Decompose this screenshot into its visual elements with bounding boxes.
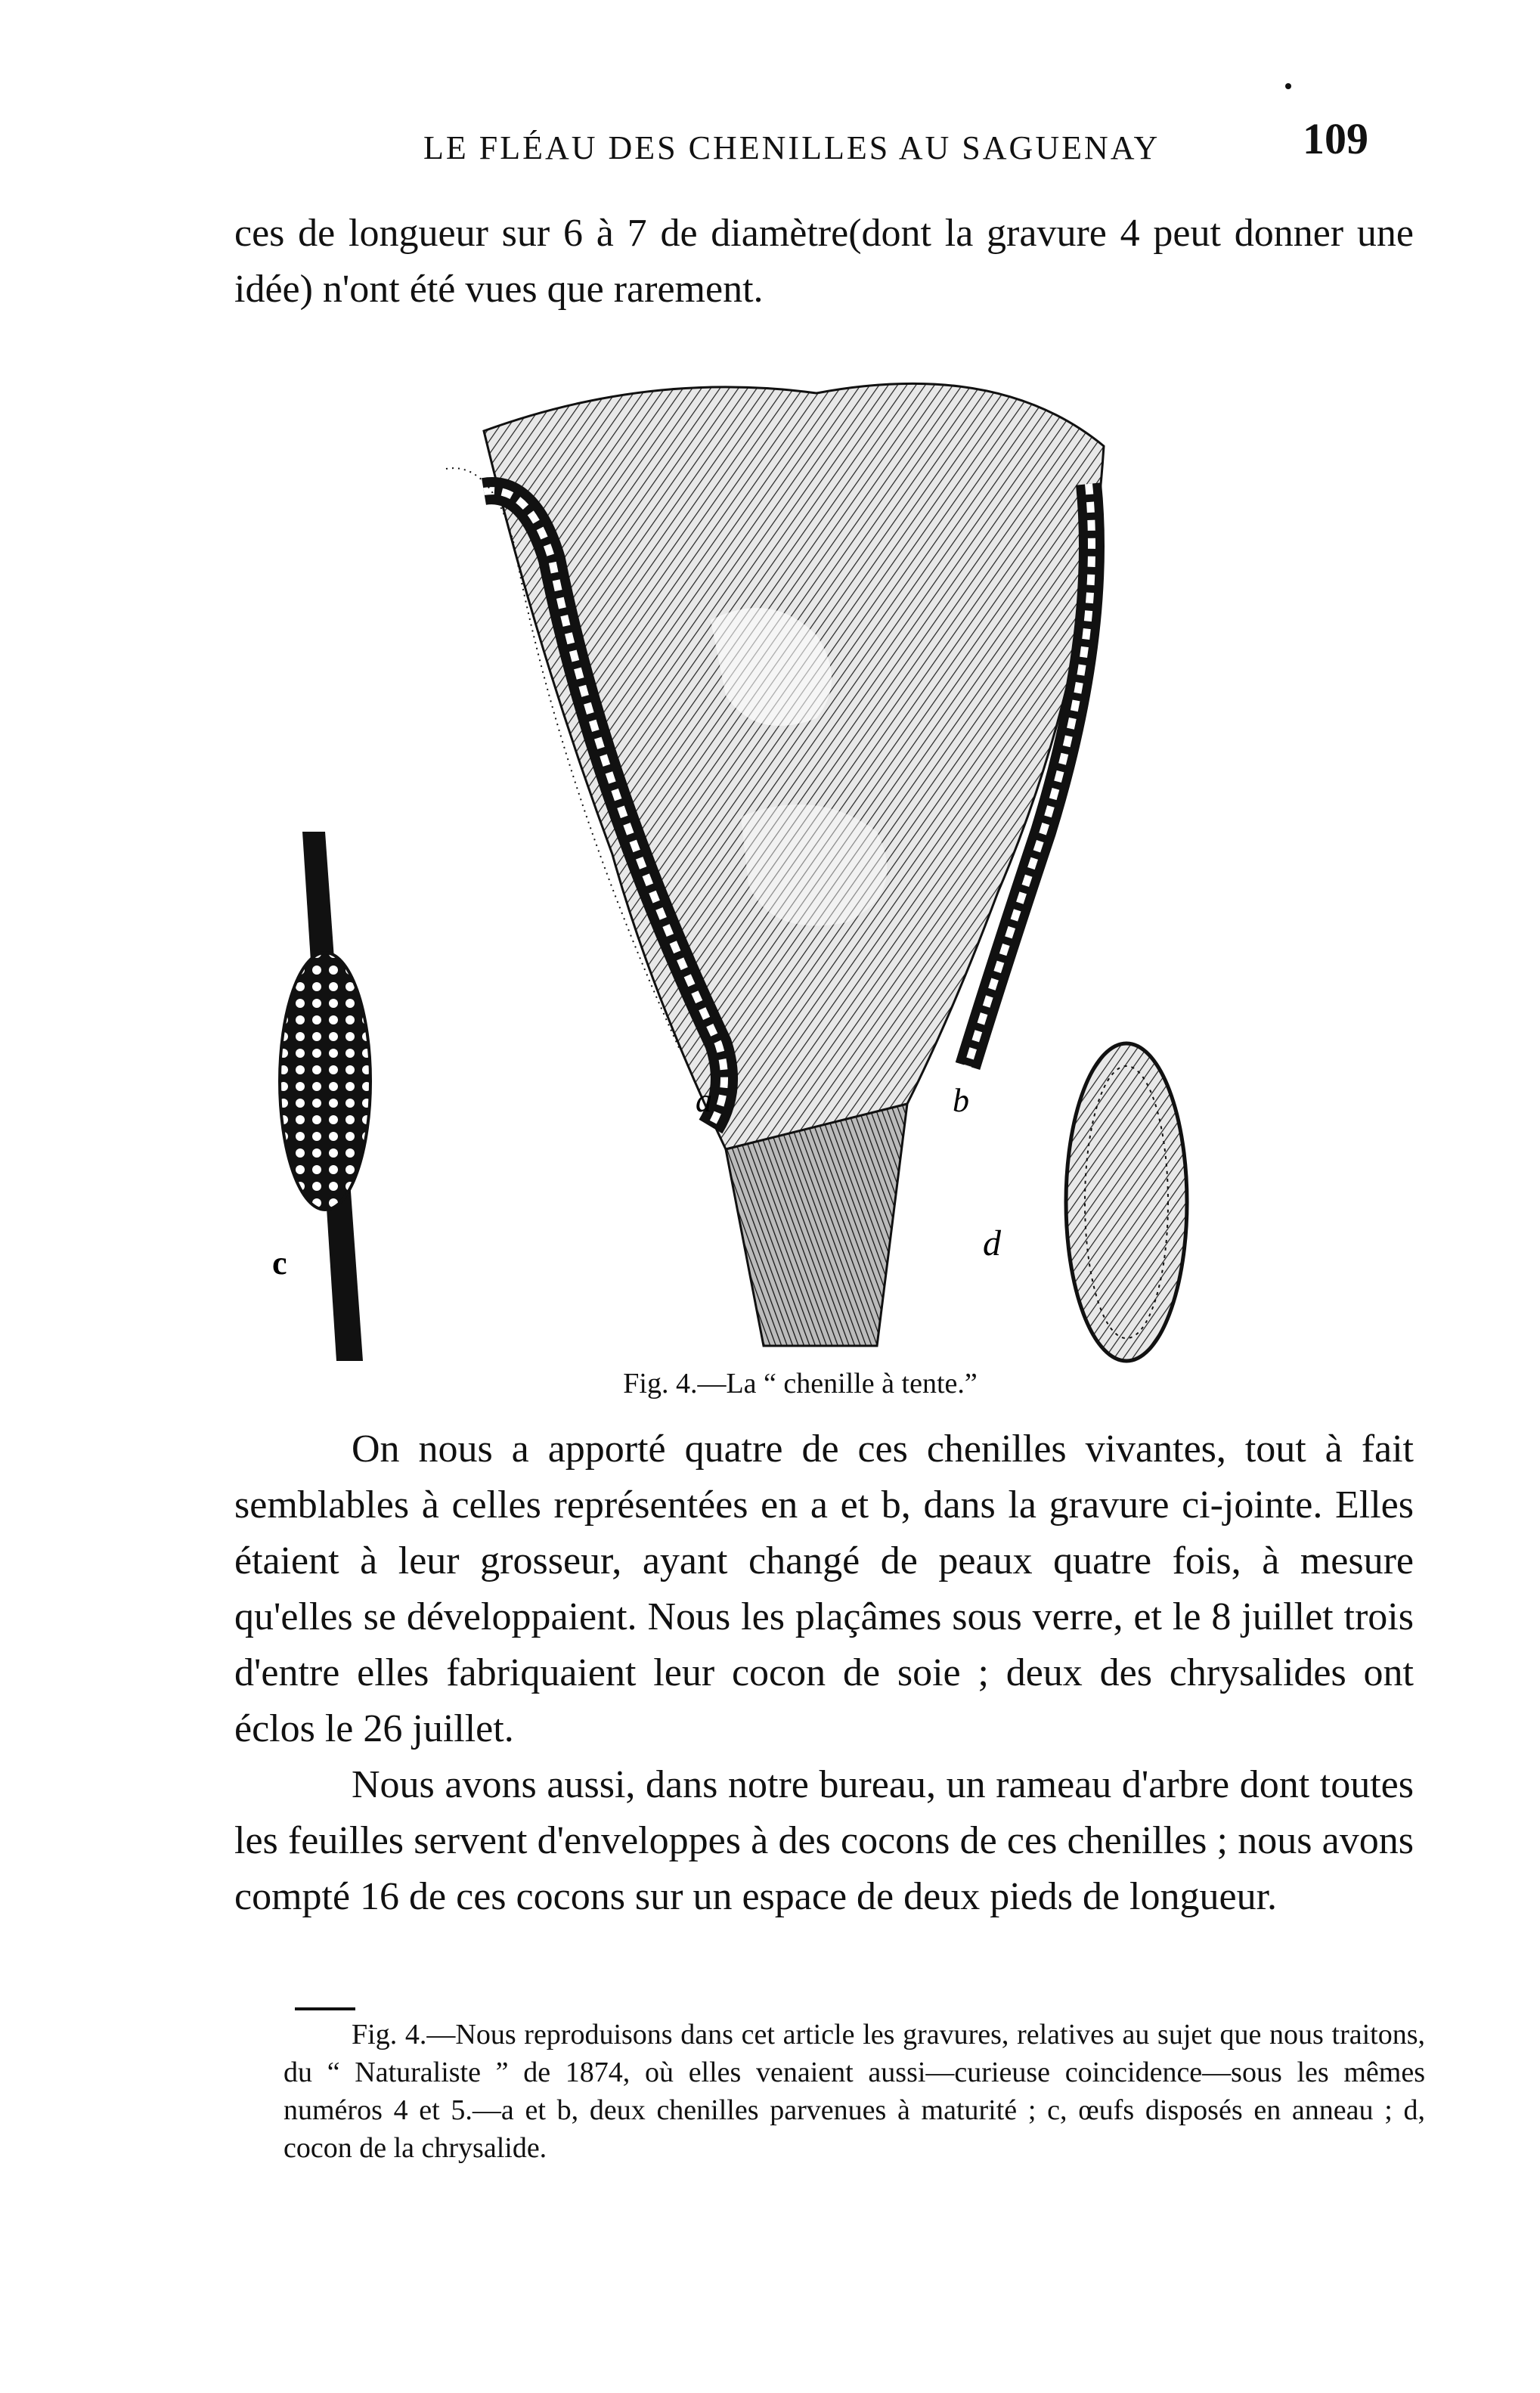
printer-dot bbox=[1285, 83, 1291, 89]
egg-ring-c-drawing bbox=[280, 832, 370, 1361]
footnote-text: Fig. 4.—Nous reproduisons dans cet article les gravures, relatives au sujet que nous traitons, du “ Naturaliste ” de 1874, où elles venaient aussi—curieuse coincidence—sous les mêmes numéros 4 et 5.—a et b, deux chenilles parvenues à maturité ; c, œufs disposés en anneau ; d, cocon de la chrysalide. bbox=[284, 2019, 1425, 2164]
figure-label-c: c bbox=[272, 1245, 287, 1282]
figure-label-b: b bbox=[953, 1082, 969, 1119]
intro-paragraph bbox=[234, 206, 1414, 318]
footnote bbox=[284, 2016, 1425, 2167]
cocoon-d-drawing bbox=[1066, 1043, 1187, 1361]
figure-caption: Fig. 4.—La “ chenille à tente.” bbox=[623, 1368, 978, 1400]
engraving-figure bbox=[272, 363, 1179, 1346]
body-paragraph-2: Nous avons aussi, dans notre bureau, un rameau d'arbre dont toutes les feuilles servent d'enveloppes à des cocons de ces chenilles ; nous avons compté 16 de ces cocons sur un espace de deux pieds de longueur. bbox=[234, 1763, 1414, 1918]
body-paragraph-1: On nous a apporté quatre de ces chenilles vivantes, tout à fait semblables à celles représentées en a et b, dans la gravure ci-jointe. Elles étaient à leur grosseur, ayant changé de peaux quatre fois, à mesure qu'elles se développaient. Nous les plaçâmes sous verre, et le 8 juillet trois d'entre elles fabriquaient leur cocon de soie ; deux des chrysalides ont éclos le 26 juillet. bbox=[234, 1427, 1414, 1750]
body-text bbox=[234, 1421, 1414, 1925]
web-tent-drawing bbox=[484, 383, 1104, 1346]
footnote-rule bbox=[295, 2007, 355, 2010]
figure-label-a: a bbox=[696, 1082, 712, 1119]
intro-text: ces de longueur sur 6 à 7 de diamètre(dont la gravure 4 peut donner une idée) n'ont été vues que rarement. bbox=[234, 212, 1414, 311]
page-header bbox=[423, 113, 1368, 166]
page-number: 109 bbox=[1303, 114, 1368, 163]
running-title: LE FLÉAU DES CHENILLES AU SAGUENAY bbox=[423, 129, 1160, 166]
tent-caterpillar-engraving bbox=[272, 363, 1179, 1346]
figure-label-d: d bbox=[983, 1223, 1001, 1263]
